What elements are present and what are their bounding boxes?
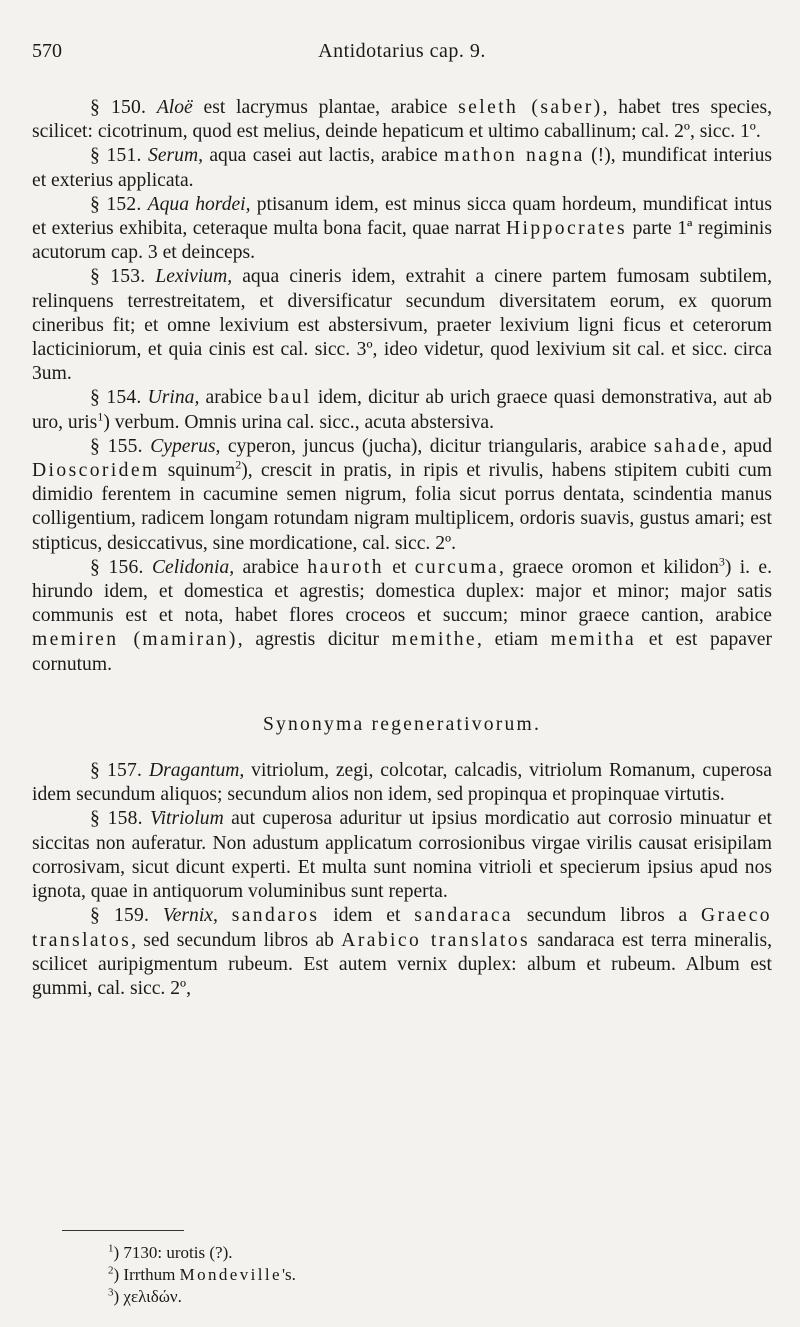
spaced-text: Hippocrates (505, 218, 628, 240)
text: arabice (199, 387, 269, 409)
paragraph-159 (32, 904, 772, 1001)
paragraph-158 (32, 807, 772, 904)
footnotes (108, 1242, 296, 1308)
spaced-text: seleth (saber) (458, 97, 603, 118)
running-title: Antidotarius cap. 9. (318, 40, 486, 62)
spaced-text: memiren (mamiran) (32, 629, 238, 651)
spaced-text: mathon nagna (444, 145, 585, 167)
text: aut cuperosa aduritur ut ipsius mordicatio aut corrosio minuatur et siccitas non auferatur. Non adustum applicatum corrosionibus virgae virilis causat erisipilam corrosivam, sicut dicunt experti. Et multa sunt nomina vitrioli et specierum ipsius apud nos ignota, quae in antiquorum voluminibus sunt reperta. (32, 808, 772, 903)
spaced-text: Graeco translatos (32, 905, 772, 951)
text: idem et (319, 905, 415, 927)
text: idem, dicitur ab urich graece quasi demonstrativa, aut ab uro, uris (32, 387, 773, 433)
text: , graece oromon et kilidon (499, 556, 719, 578)
paragraph-157 (32, 759, 772, 807)
term: Celidonia, (151, 556, 235, 578)
footnote-mark: 3 (108, 1286, 114, 1299)
section-number: § 150. (90, 97, 147, 118)
paragraph-150 (32, 96, 772, 144)
footnote-ref[interactable]: 2 (235, 457, 242, 472)
section-number: § 159. (90, 905, 150, 927)
term: Aloë (156, 97, 193, 118)
text: et (383, 556, 415, 578)
text: aqua cineris idem, extrahit a cinere partem fumosam subtilem, relinquens terrestreitatem, et diversificatur secundum diversitatem eorum, ex quorum cineribus fit; et omne lexivium est abstersivum, praeter lexivium ligni ficus et ceterorum lacticiniorum, et quia cinis est cal. sicc. 3º, ideo videtur, quod lexivium sit cal. et sicc. circa 3um. (32, 266, 773, 385)
section-number: § 154. (90, 387, 142, 409)
footnote-ref[interactable]: 1 (97, 409, 104, 424)
term: Serum, (148, 145, 203, 167)
paragraph-151 (32, 144, 772, 192)
page-number: 570 (32, 40, 62, 62)
section-number: § 151. (90, 145, 142, 167)
paragraph-156 (32, 556, 772, 677)
text: (!), mundificat interius et exterius applicata. (32, 145, 772, 191)
spaced-text: baul (268, 387, 312, 409)
text: secundum libros a (513, 905, 702, 927)
footnote-ref[interactable]: 3 (718, 554, 725, 569)
term: Aqua hordei, (147, 193, 251, 215)
text: , sed secundum libros ab (131, 929, 342, 951)
paragraph-153 (32, 265, 772, 386)
text: , etiam (477, 629, 551, 651)
spaced-text: sandaraca (414, 905, 514, 927)
text: arabice (234, 556, 308, 578)
term: Cyperus, (150, 435, 221, 457)
footnote-mark: 1 (108, 1242, 114, 1255)
paragraph-152 (32, 193, 772, 266)
section-number: § 156. (90, 556, 144, 578)
footnote-rule (62, 1230, 184, 1231)
text: vitriolum, zegi, colcotar, calcadis, vitriolum Romanum, cuperosa idem secundum aliquos; secundum alios non idem, sed propinqua et propinquae virtutis. (32, 760, 773, 806)
text (218, 905, 232, 926)
spaced-text: Arabico translatos (341, 929, 530, 951)
text: , habet tres species, scilicet: cicotrinum, quod est melius, deinde hepaticum et ultimo caballinum; cal. 2º, sicc. 1º. (32, 97, 773, 143)
section-number: § 155. (90, 435, 143, 457)
text: parte 1ª regiminis acutorum cap. 3 et deinceps. (32, 218, 772, 264)
footnote-mark: 2 (108, 1264, 114, 1277)
paragraph-154 (32, 386, 772, 434)
footnote-spaced-text: Mondeville (179, 1265, 282, 1284)
footnote-text: ) χελιδών. (113, 1287, 182, 1306)
footnote-text: ) Irrthum (113, 1265, 180, 1284)
text: ptisanum idem, est minus sicca quam hordeum, mundificat intus et exterius exhibita, ceteraque multa bona facit, quae narrat (32, 193, 772, 240)
text: ) verbum. Omnis urina cal. sicc., acuta abstersiva. (103, 411, 494, 433)
term: Dragantum, (149, 760, 245, 782)
term: Lexivium, (155, 266, 233, 288)
text: , apud (721, 435, 773, 457)
section-number: § 152. (90, 193, 142, 215)
footnote-text: ) 7130: urotis (?). (113, 1243, 233, 1262)
term: Vernix, (162, 905, 218, 927)
spaced-text: memitha (550, 629, 637, 651)
footnote-1 (108, 1242, 296, 1264)
spaced-text: memithe (391, 629, 478, 651)
spaced-text: sandaros (231, 905, 320, 927)
text: , agrestis dicitur (237, 629, 392, 651)
section-number: § 158. (90, 808, 143, 830)
text: squinum (159, 460, 236, 482)
text: ), crescit in pratis, in ripis et rivulis, habens stipitem cubiti cum dimidio ferentem in cacumine semen nigrum, folia sicut porrus dentata, scindentia manus colligentium, radicem longam rotundam nigram multiplicem, ordoris suavis, gustus amari; est stipticus, desiccativus, sine mordicatione, cal. sicc. 2º. (32, 460, 772, 554)
text: cyperon, juncus (jucha), dicitur triangularis, arabice (220, 435, 654, 457)
section-number: § 157. (90, 760, 143, 782)
footnote-2 (108, 1264, 296, 1286)
section-number: § 153. (90, 266, 146, 288)
page-body (32, 96, 772, 1001)
text: sandaraca est terra mineralis, scilicet auripigmentum rubeum. Est autem vernix duplex: album et rubeum. Album est gummi, cal. sicc. 2º, (32, 929, 772, 999)
spaced-text: hauroth (307, 556, 384, 578)
text: ) i. e. hirundo idem, et domestica et agrestis; domestica duplex: major et minor; major satis communis est et nota, habet flores croceos et succum; minor graece cantion, arabice (32, 556, 772, 627)
footnote-3 (108, 1286, 296, 1308)
term: Urina, (147, 387, 200, 409)
section-heading: Synonyma regenerativorum. (262, 713, 542, 735)
text: est lacrymus plantae, arabice (192, 97, 459, 118)
spaced-text: Dioscoridem (32, 460, 160, 482)
text: aqua casei aut lactis, arabice (203, 145, 445, 167)
term: Vitriolum (150, 808, 224, 830)
spaced-text: curcuma (414, 556, 499, 578)
paragraph-155 (32, 435, 772, 556)
text: et est papaver cornutum. (32, 629, 773, 675)
page-header (32, 40, 772, 68)
spaced-text: sahade (653, 435, 722, 457)
footnote-text: 's. (281, 1265, 296, 1284)
